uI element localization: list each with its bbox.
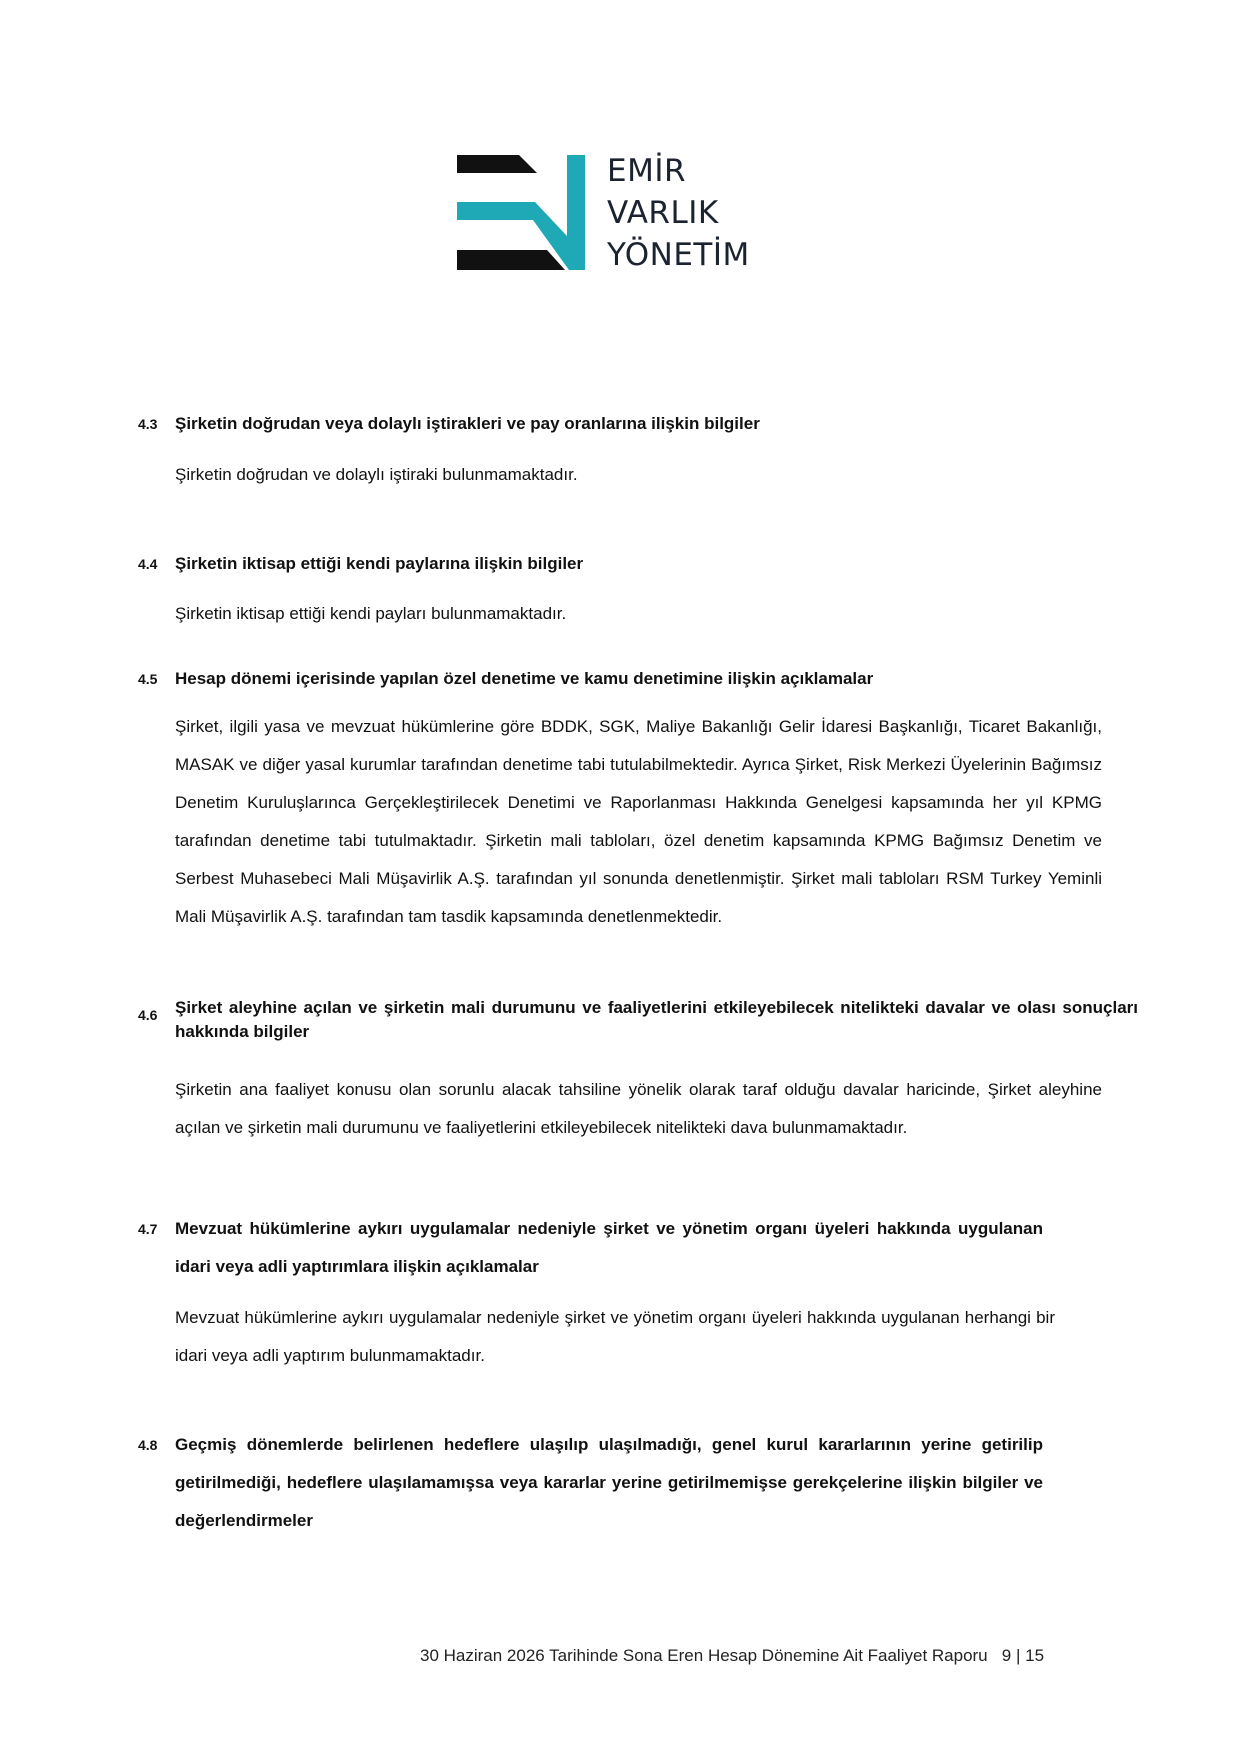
- section-body: Şirket, ilgili yasa ve mevzuat hükümlerine göre BDDK, SGK, Maliye Bakanlığı Gelir İdaresi Başkanlığı, Ticaret Bakanlığı, MASAK ve diğer yasal kurumlar tarafından denetime tabi tutulabilmektedir. Ayrıca Şirket, Risk Merkezi Üyelerinin Bağımsız Denetim Kuruluşlarınca Gerçekleştirilecek Denetimi ve Raporlanması Hakkında Genelgesi kapsamında her yıl KPMG tarafından denetime tabi tutulmaktadır. Şirketin mali tabloları, özel denetim kapsamında KPMG Bağımsız Denetim ve Serbest Muhasebeci Mali Müşavirlik A.Ş. tarafından yıl sonunda denetlenmiştir. Şirket mali tabloları RSM Turkey Yeminli Mali Müşavirlik A.Ş. tarafından tam tasdik kapsamında denetlenmektedir.: [175, 717, 1102, 926]
- section-4-7: [138, 1210, 1138, 1375]
- page-footer: 30 Haziran 2026 Tarihinde Sona Eren Hesap Dönemine Ait Faaliyet Raporu 9 | 15: [420, 1646, 1045, 1665]
- section-title: Mevzuat hükümlerine aykırı uygulamalar nedeniyle şirket ve yönetim organı üyeleri hakkında uygulanan idari veya adli yaptırımlara ilişkin açıklamalar: [175, 1219, 1043, 1276]
- section-4-8: [138, 1426, 1138, 1540]
- section-heading: [138, 1426, 1138, 1540]
- section-title: Şirketin doğrudan veya dolaylı iştirakleri ve pay oranlarına ilişkin bilgiler: [175, 414, 760, 433]
- section-heading: [138, 1210, 1138, 1286]
- section-4-3: [138, 405, 1138, 494]
- section-heading: [138, 405, 1138, 443]
- section-4-6: [138, 996, 1138, 1147]
- section-body: Şirketin iktisap ettiği kendi payları bulunmamaktadır.: [175, 604, 567, 623]
- logo-wordmark: [607, 150, 750, 276]
- section-heading: [138, 545, 1138, 583]
- section-title: Geçmiş dönemlerde belirlenen hedeflere ulaşılıp ulaşılmadığı, genel kurul kararlarının yerine getirilip getirilmediği, hedeflere ulaşılamamışsa veya kararlar yerine getirilmemişse gerekçelerine ilişkin bilgiler ve değerlendirmeler: [175, 1435, 1043, 1530]
- section-number: 4.5: [138, 671, 158, 687]
- section-body: Şirketin ana faaliyet konusu olan sorunlu alacak tahsiline yönelik olarak taraf olduğu davalar haricinde, Şirket aleyhine açılan ve şirketin mali durumunu ve faaliyetlerini etkileyebilecek nitelikteki dava bulunmamaktadır.: [175, 1080, 1102, 1137]
- logo-line-3: YÖNETİM: [607, 237, 750, 273]
- logo-line-2: VARLIK: [607, 195, 719, 231]
- section-heading: [138, 660, 1138, 698]
- section-title: Şirketin iktisap ettiği kendi paylarına ilişkin bilgiler: [175, 554, 584, 573]
- section-body: Mevzuat hükümlerine aykırı uygulamalar nedeniyle şirket ve yönetim organı üyeleri hakkında uygulanan herhangi bir idari veya adli yaptırım bulunmamaktadır.: [175, 1308, 1055, 1365]
- section-number: 4.3: [138, 416, 158, 432]
- company-logo: [457, 150, 757, 280]
- section-number: 4.4: [138, 556, 158, 572]
- logo-mark: [457, 150, 587, 270]
- section-4-5: [138, 660, 1138, 936]
- section-number: 4.7: [138, 1221, 158, 1237]
- section-title: Şirket aleyhine açılan ve şirketin mali durumunu ve faaliyetlerini etkileyebilecek nitelikteki davalar ve olası sonuçları hakkında bilgiler: [175, 998, 1138, 1041]
- section-4-4: [138, 545, 1138, 633]
- section-number: 4.6: [138, 1007, 158, 1023]
- logo-line-1: EMİR: [607, 153, 687, 189]
- section-heading: [138, 996, 1138, 1044]
- section-body: Şirketin doğrudan ve dolaylı iştiraki bulunmamaktadır.: [175, 465, 578, 484]
- section-title: Hesap dönemi içerisinde yapılan özel denetime ve kamu denetimine ilişkin açıklamalar: [175, 669, 874, 688]
- section-number: 4.8: [138, 1437, 158, 1453]
